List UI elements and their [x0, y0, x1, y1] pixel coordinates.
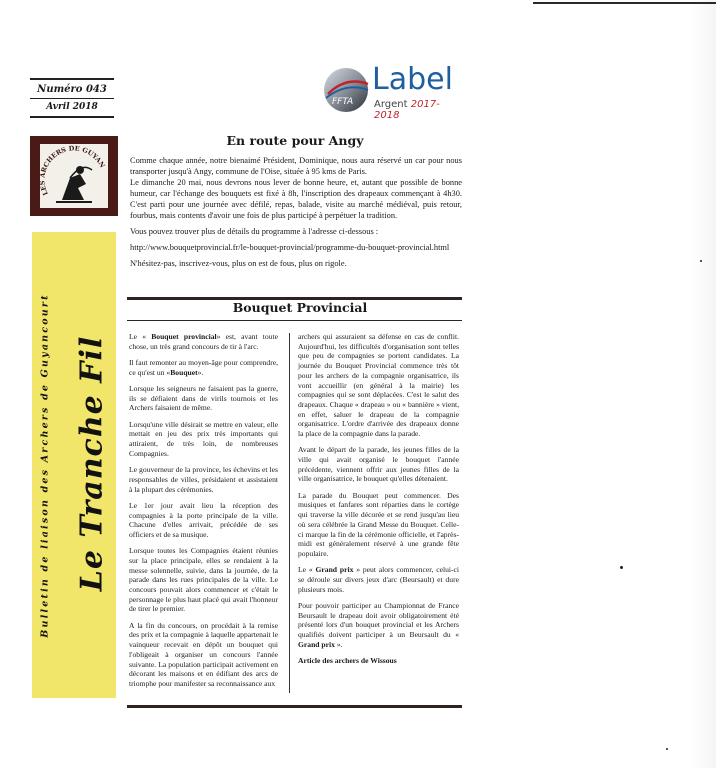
column-paragraph: [129, 621, 278, 689]
paragraph-text: Avant le départ de la parade, les jeunes filles de la ville qui avait organisé le bouquet l'année précédente, viennent offrir aux jeunes filles de la ville organisatrice, le bouquet qu'elles détenaient.: [298, 445, 459, 484]
issue-box: [30, 78, 114, 118]
issue-date: Avril 2018: [30, 99, 114, 118]
scan-speck: [620, 566, 623, 569]
masthead-subtitle-wrap: [36, 232, 54, 698]
paragraph-text: Pour pouvoir participer au Championnat de France Beursault le drapeau doit avoir obligatoirement été présenté lors d'un bouquet provincial et les Archers qualifiés doivent participer à un Beursault du «: [298, 600, 459, 640]
paragraph-text: Le «: [298, 565, 316, 575]
ffta-label-logo: [322, 62, 464, 121]
label-years: 2017-2018: [374, 99, 440, 121]
column-paragraph: [298, 601, 459, 650]
column-paragraph: [298, 332, 459, 439]
scan-speck: [700, 260, 702, 262]
section1-body: [130, 155, 462, 269]
section2-right-column: [298, 332, 459, 672]
section2-title: Bouquet Provincial: [232, 300, 368, 315]
section1-paragraph: Comme chaque année, notre bienaimé Président, Dominique, nous aura réservé un car pour nous transporter jusqu'à Angy, commune de l'Oise, située à 95 kms de Paris.: [130, 156, 462, 176]
section1-link[interactable]: http://www.bouquetprovincial.fr/le-bouquet-provincial/programme-du-bouquet-provincial.html: [130, 243, 450, 252]
club-logo: [30, 136, 118, 216]
label-level: [374, 99, 464, 121]
paragraph-text: A la fin du concours, on procédait à la remise des prix et la compagnie à laquelle appartenait le vainqueur recevait en dépôt un bouquet qui l'obligeait à organiser un concours l'année suivante. La population participait activement en décorant les maisons et en édifiant des arcs de triomphe pour manifester sa reconnaissance aux: [129, 620, 278, 688]
scan-edge-line: [533, 2, 716, 4]
paragraph-text: Le gouverneur de la province, les échevins et les responsables de villes, présidaient et assistaient à la plupart des cérémonies.: [129, 465, 278, 494]
club-logo-inner: [40, 144, 108, 208]
masthead-title: Le Tranche Fil: [74, 335, 110, 592]
column-paragraph: [129, 420, 278, 459]
paragraph-bold-text: Grand prix: [298, 639, 335, 649]
column-paragraph: [129, 546, 278, 614]
scan-speck: [666, 748, 668, 750]
column-paragraph: [129, 465, 278, 494]
column-paragraph: [129, 332, 278, 351]
column-divider: [289, 333, 290, 693]
column-paragraph: [129, 384, 278, 413]
section1-paragraph: Vous pouvez trouver plus de détails du programme à l'adresse ci-dessous :: [130, 227, 379, 236]
section1-paragraph: Le dimanche 20 mai, nous devrons nous lever de bonne heure, et, autant que possible de bonne humeur, car l'échange des bouquets est fixé à 8h, l'inscription des drapeaux commençant à 4h30. C'est parti pour une journée avec défilé, repas, balade, visite au marché médiéval, puis retour, fourbus, mais contents d'avoir une fois de plus participé à perpétuer la tradition.: [130, 178, 462, 220]
section2-left-column: [129, 332, 278, 695]
paragraph-text: ».: [334, 639, 343, 649]
paragraph-bold-text: Grand prix: [315, 565, 354, 575]
paragraph-text: Le 1er jour avait lieu la réception des compagnies à la porte principale de la ville. Chacune d'elles arrivait, précédée de ses officiers et de sa musique.: [129, 500, 278, 539]
ffta-badge-icon: [322, 66, 374, 114]
column-paragraph: [298, 565, 459, 594]
masthead-subtitle: Bulletin de liaison des Archers de Guyancourt: [39, 293, 51, 638]
section1-title: En route pour Angy: [226, 133, 364, 148]
club-logo-text: L RCHERS DE GUYAN: [40, 144, 107, 197]
issue-number: Numéro 043: [30, 82, 114, 99]
paragraph-bold-text: Bouquet provincial: [151, 332, 217, 341]
archer-emblem-icon: [40, 144, 108, 208]
column-paragraph: [298, 491, 459, 559]
paragraph-text: archers qui assuraient sa défense en cas de conflit. Aujourd'hui, les difficultés d'organisation sont telles que peu de compagnies se portent candidates. La journée du Bouquet Provincial commence très tôt pour les archers de la compagnie organisatrice, ils vont accueillir (en général à la mairie) les compagnies qui se sont déplacées. C'est le salut des drapeaux. Chaque « drapeau » ou « bannière » vient, en effet, saluer le drapeau de la compagnie organisatrice. L'ordre d'arrivée des drapeaux donne la place de la compagnie dans la parade.: [298, 332, 459, 439]
paragraph-text: Lorsqu'une ville désirait se mettre en valeur, elle mettait en jeu des prix très importants qui attiraient, de très loin, de nombreuses Compagnies.: [129, 419, 278, 458]
paragraph-text: » est, avant toute chose, un très grand concours de tir à l'arc.: [129, 332, 278, 351]
ffta-badge-text: FFTA: [332, 97, 354, 107]
masthead-title-wrap: [74, 232, 110, 698]
label-level-text: Argent: [374, 99, 408, 110]
scan-shadow: [690, 0, 716, 768]
column-paragraph: [129, 501, 278, 540]
paragraph-text: Lorsque toutes les Compagnies étaient réunies sur la place principale, elles se rendaient à la messe solennelle, suivie, dans la journée, de la parade dans les rues principales de la ville. Le concours pouvait alors commencer et c'était le personnage le plus haut placé qui avait l'honneur de tirer le premier.: [129, 546, 278, 614]
column-paragraph: [129, 358, 278, 377]
paragraph-text: » peut alors commencer, celui-ci se déroule sur divers jeux d'arc (Beursault) et dure plusieurs mois.: [298, 565, 460, 594]
paragraph-bold-text: Bouquet: [170, 367, 198, 377]
paragraph-text: La parade du Bouquet peut commencer. Des musiques et fanfares sont réparties dans le cortège qui traverse la ville décorée et se rend jusqu'au lieu où sera célébrée la Grand Messe du Bouquet. Celle-ci marque la fin de la cérémonie officielle, et l'après-midi est généralement réservé à une grande fête populaire.: [298, 490, 459, 558]
section-divider-bottom: [127, 705, 462, 708]
column-paragraph: [298, 445, 459, 484]
article-signature: Article des archers de Wissous: [298, 656, 397, 666]
section2-title-underline: [127, 320, 462, 321]
paragraph-text: Lorsque les seigneurs ne faisaient pas la guerre, ils se défiaient dans de virils tournois et les Archers faisaient de même.: [129, 384, 278, 413]
label-word: Label: [372, 62, 453, 97]
section1-paragraph: N'hésitez-pas, inscrivez-vous, plus on est de fous, plus on rigole.: [130, 259, 347, 268]
paragraph-text: Le «: [129, 332, 152, 341]
paragraph-text: ».: [197, 367, 204, 377]
paragraph-text: Il faut remonter au moyen-âge pour comprendre, ce qu'est un «: [129, 358, 278, 377]
